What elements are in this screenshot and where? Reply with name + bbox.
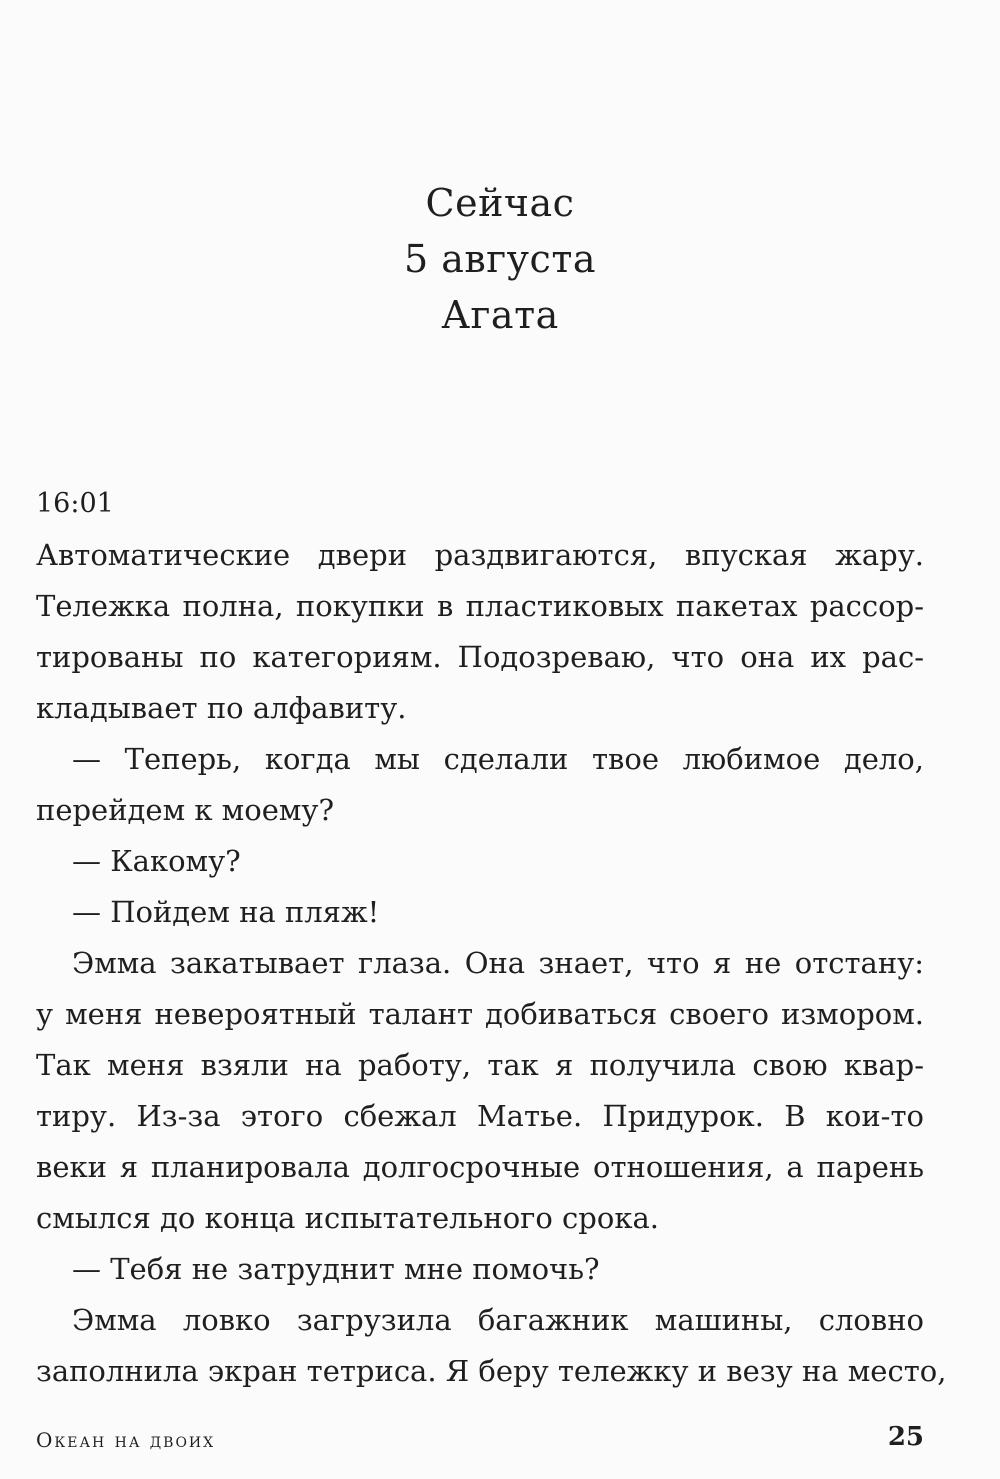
text-line: — Тебя не затруднит мне помочь? bbox=[72, 1252, 600, 1286]
text-line: перейдем к моему? bbox=[36, 793, 335, 827]
text-line: смылся до конца испытательного срока. bbox=[36, 1201, 659, 1235]
text-line: Автоматические двери раздвигаются, впуская жару. bbox=[36, 538, 924, 572]
text-line: кладывает по алфавиту. bbox=[36, 691, 407, 725]
chapter-heading bbox=[0, 175, 1000, 343]
narrator-name: Агата bbox=[441, 293, 559, 337]
text-line: тиру. Из-за этого сбежал Матье. Придурок. В кои-то bbox=[36, 1099, 924, 1133]
text-line: Так меня взяли на работу, так я получила свою квар- bbox=[36, 1048, 924, 1082]
text-line: — Теперь, когда мы сделали твое любимое дело, bbox=[72, 742, 924, 776]
book-title: Океан на двоих bbox=[36, 1428, 216, 1452]
chapter-date: 5 августа bbox=[403, 237, 597, 281]
paragraph-lines bbox=[36, 530, 947, 1397]
page-footer bbox=[36, 1422, 924, 1462]
text-line: у меня невероятный талант добиваться своего измором. bbox=[36, 997, 924, 1031]
body-text bbox=[36, 478, 947, 1397]
timestamp: 16:01 bbox=[36, 488, 114, 519]
section-title: Сейчас bbox=[425, 181, 575, 225]
page-number: 25 bbox=[887, 1422, 924, 1452]
text-line: — Пойдем на пляж! bbox=[72, 895, 380, 929]
text-line: Тележка полна, покупки в пластиковых пакетах рассор- bbox=[36, 589, 924, 623]
text-line: веки я планировала долгосрочные отношения, а парень bbox=[36, 1150, 924, 1184]
text-line: заполнила экран тетриса. Я беру тележку и везу на место, bbox=[36, 1354, 947, 1388]
text-line: тированы по категориям. Подозреваю, что она их рас- bbox=[36, 640, 924, 674]
text-line: Эмма закатывает глаза. Она знает, что я не отстану: bbox=[72, 946, 924, 980]
text-line: — Какому? bbox=[72, 844, 241, 878]
text-line: Эмма ловко загрузила багажник машины, словно bbox=[72, 1303, 924, 1337]
